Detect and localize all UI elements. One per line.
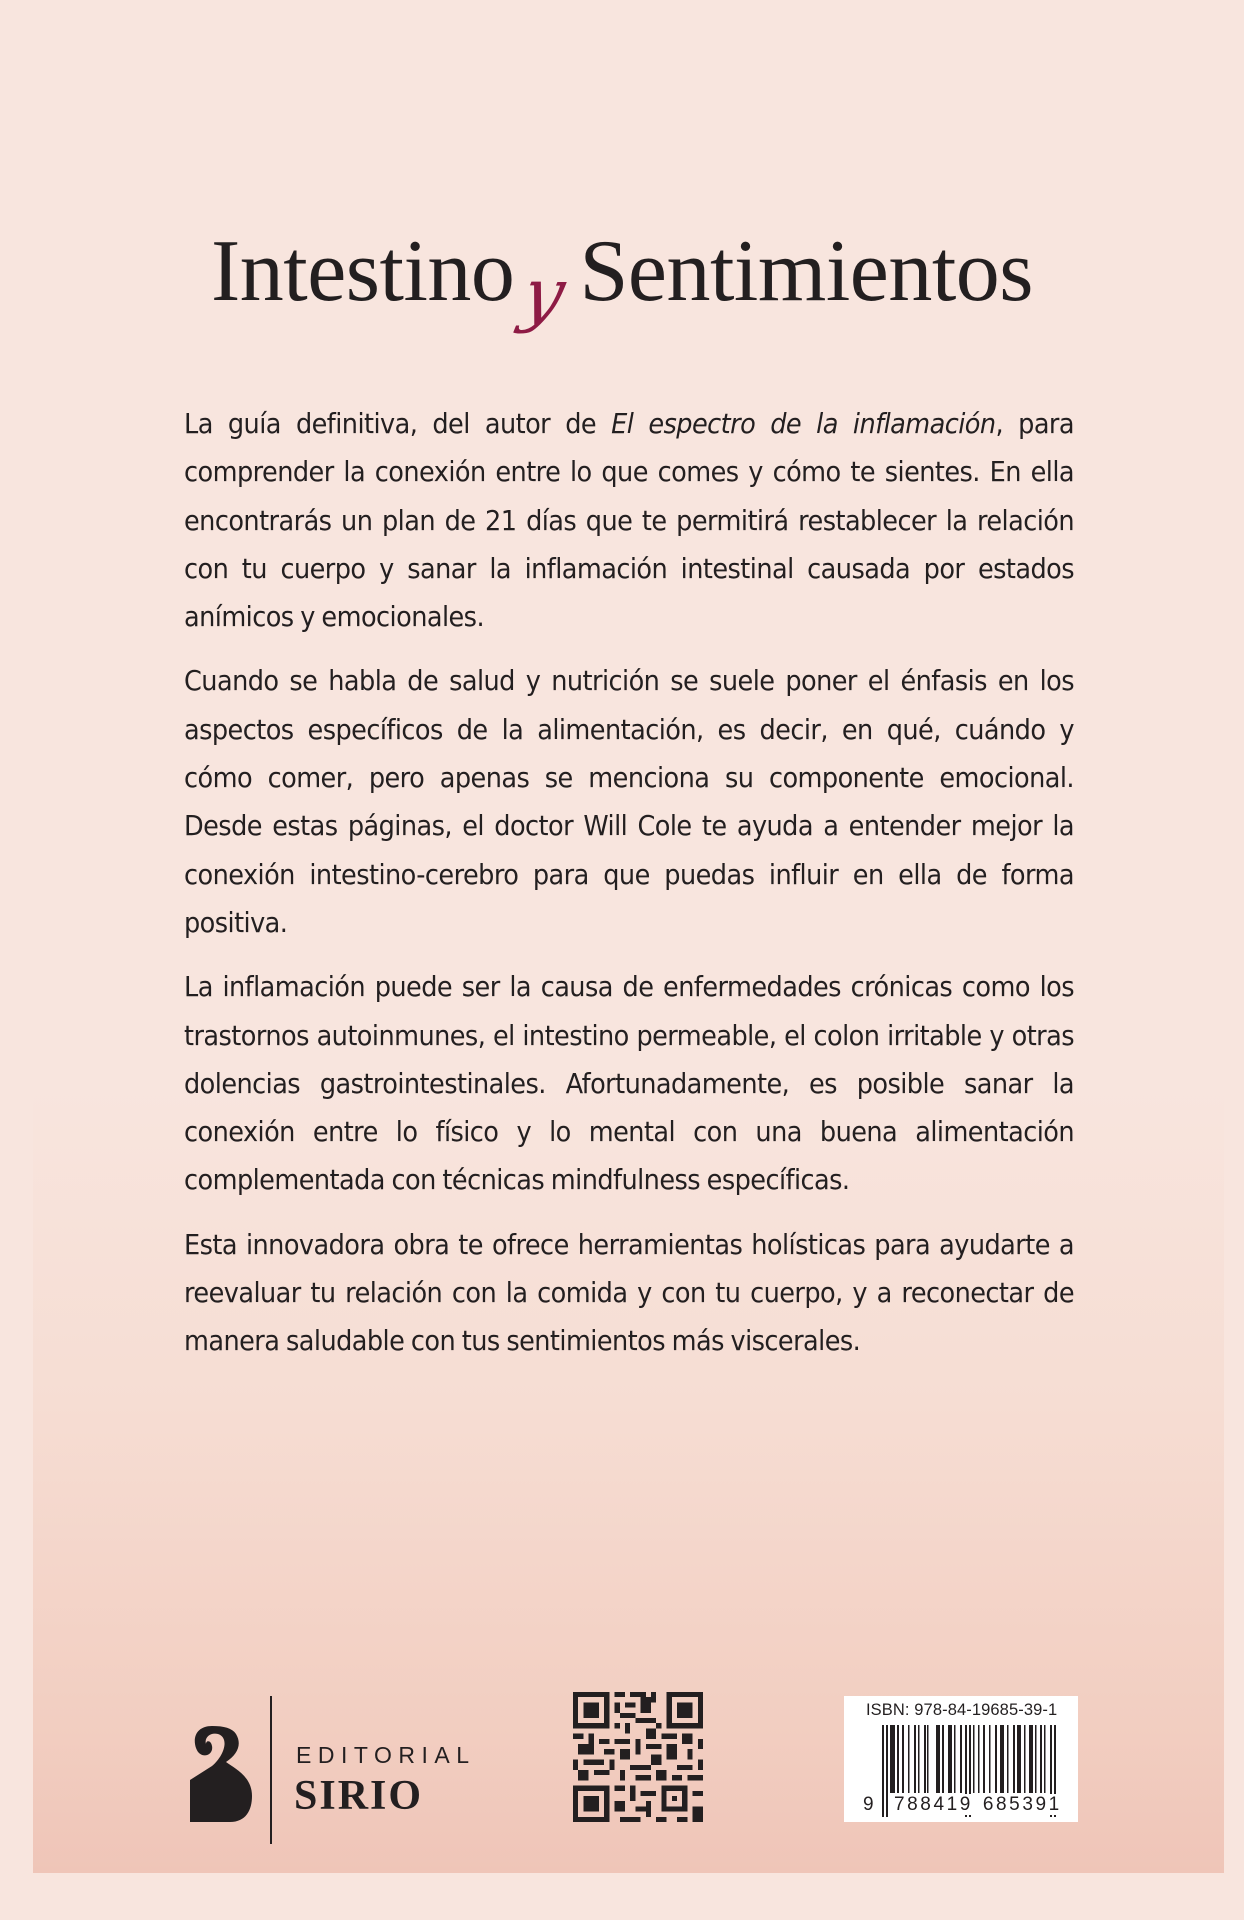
isbn-label: ISBN: 978-84-19685-39-1 xyxy=(866,1701,1058,1719)
isbn-digit-prefix: 9 xyxy=(863,1794,877,1815)
synopsis-paragraph-1 xyxy=(184,400,1074,641)
qr-code-icon xyxy=(573,1692,703,1822)
isbn-digit-group-1: 788419 xyxy=(893,1794,973,1815)
synopsis-paragraph-3: La inflamación puede ser la causa de enfermedades crónicas como los trastornos autoinmunes, el intestino permeable, el colon irritable y otras dolencias gastrointestinales. Afortunadamente, es posible sanar la conexión entre lo físico y lo mental con una buena alimentación complementada con técnicas mindfulness específicas. xyxy=(184,971,1075,1197)
isbn-barcode-box xyxy=(844,1696,1078,1822)
book-title xyxy=(0,222,1244,335)
synopsis-paragraph-4: Esta innovadora obra te ofrece herramientas holísticas para ayudarte a reevaluar tu relación con la comida y con tu cuerpo, y a reconectar de manera saludable con tus sentimientos más viscerales. xyxy=(184,1228,1075,1358)
title-part-1: Intestino xyxy=(210,223,515,320)
synopsis-paragraph-2: Cuando se habla de salud y nutrición se suele poner el énfasis en los aspectos específicos de la alimentación, es decir, en qué, cuándo y cómo comer, pero apenas se menciona su componente emocional. Desde estas páginas, el doctor Will Cole te ayuda a entender mejor la conexión intestino-cerebro para que puedas influir en ella de forma positiva. xyxy=(184,665,1075,939)
paragraph-text: La guía definitiva, del autor de xyxy=(184,408,612,440)
referenced-book-title: El espectro de la inflamación xyxy=(611,408,996,440)
isbn-digit-group-2: 685391 xyxy=(982,1794,1062,1815)
synopsis xyxy=(184,400,1075,1382)
logo-divider xyxy=(270,1696,272,1844)
title-connector: y xyxy=(515,253,573,335)
publisher-logo xyxy=(186,1696,486,1846)
paragraph-text: , para comprender la conexión entre lo que comes y cómo te sientes. En ella encontrarás un plan de 21 días que te permitirá restablecer la relación con tu cuerpo y sanar la inflamación intestinal causada por estados anímicos y emocionales. xyxy=(184,408,1075,634)
publisher-label: EDITORIAL xyxy=(296,1742,476,1768)
isbn-barcode-digits xyxy=(862,1794,1063,1816)
publisher-name: SIRIO xyxy=(294,1773,424,1819)
title-part-2: Sentimientos xyxy=(579,223,1034,320)
swan-s-icon xyxy=(190,1726,252,1822)
